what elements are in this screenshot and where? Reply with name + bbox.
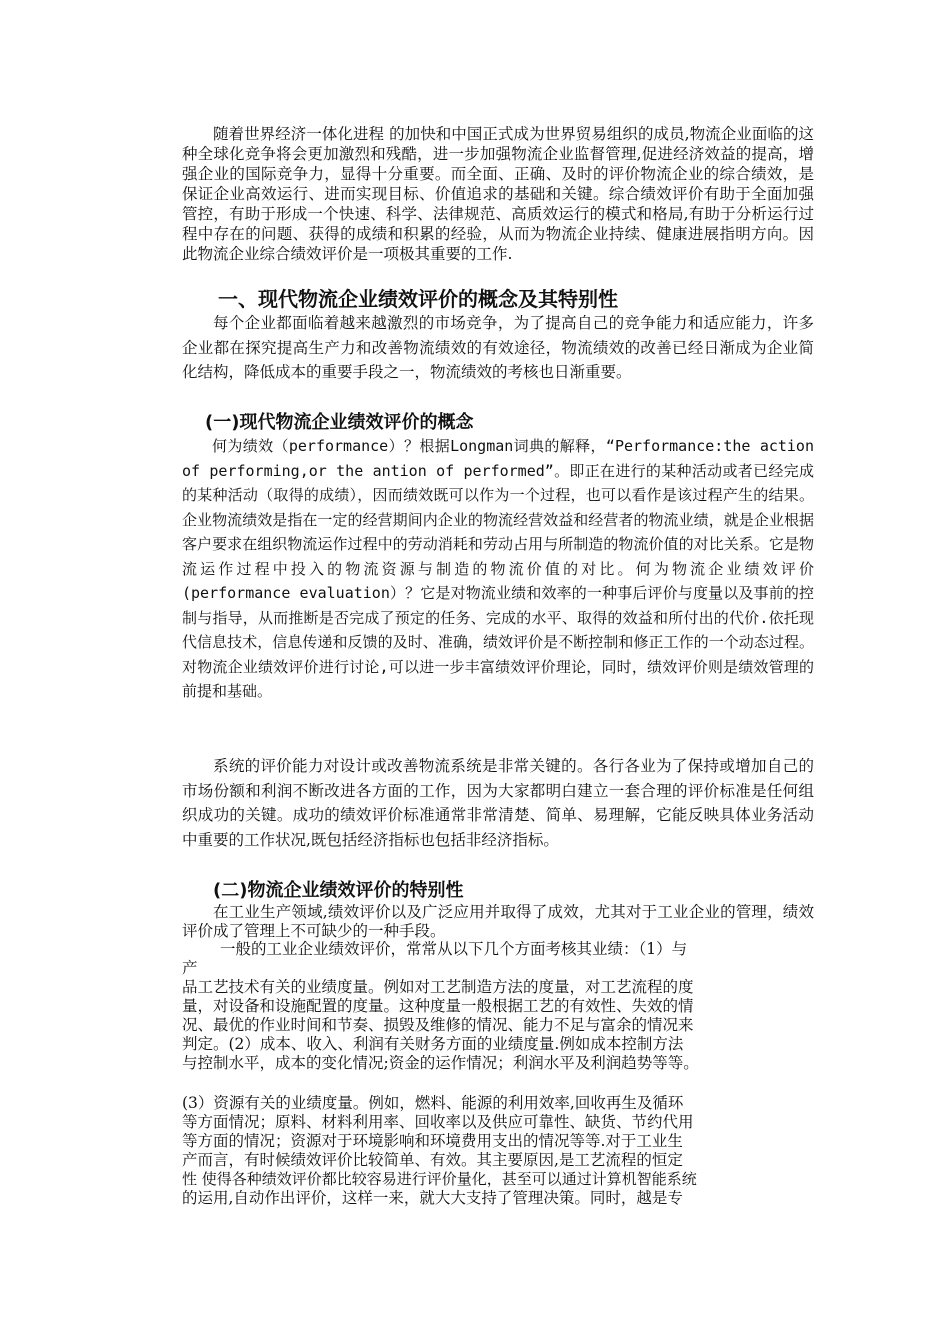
general-line: 产	[182, 959, 198, 977]
subsection-title-special: (二)物流企业绩效评价的特别性	[213, 880, 464, 901]
resource-line: 的运用,自动作出评价，这样一来，就大大支持了管理决策。同时，越是专	[182, 1189, 683, 1207]
industrial-paragraph: 在工业生产领域,绩效评价以及广泛应用并取得了成效，尤其对于工业企业的管理，绩效评价成了管理上不可缺少的一种手段。	[182, 903, 814, 940]
resource-evaluation-block	[182, 1094, 814, 1208]
general-line: 品工艺技术有关的业绩度量。例如对工艺制造方法的度量，对工艺流程的度	[182, 978, 694, 996]
section1-paragraph: 每个企业都面临着越来越激烈的市场竞争，为了提高自己的竞争能力和适应能力，许多企业都在探究提高生产力和改善物流绩效的有效途径，物流绩效的改善已经日渐成为企业简化结构，降低成本的重要手段之一，物流绩效的考核也日渐重要。	[182, 314, 814, 381]
concept-paragraph: 何为绩效（performance）？根据Longman词典的解释，“Performance:the action of performing,or the antion of performed”。即正在进行的某种活动或者已经完成的某种活动（取得的成绩），因而绩效既可以作为一个过程，也可以看作是该过程产生的结果。企业物流绩效是指在一定的经营期间内企业的物流经营效益和经营者的物流业绩，就是企业根据客户要求在组织物流运作过程中的劳动消耗和劳动占用与所制造的物流价值的对比关系。它是物流运作过程中投入的物流资源与制造的物流价值的对比。何为物流企业绩效评价(performance evaluation）？它是对物流业绩和效率的一种事后评价与度量以及事前的控制与指导，从而推断是否完成了预定的任务、完成的水平、取得的效益和所付出的代价.依托现代信息技术，信息传递和反馈的及时、准确，绩效评价是不断控制和修正工作的一个动态过程。对物流企业绩效评价进行讨论,可以进一步丰富绩效评价理论，同时，绩效评价则是绩效管理的前提和基础。	[182, 437, 814, 700]
general-line: 判定。(2）成本、收入、利润有关财务方面的业绩度量.例如成本控制方法	[182, 1035, 684, 1053]
general-line: 与控制水平，成本的变化情况;资金的运作情况；利润水平及利润趋势等等。	[182, 1054, 699, 1072]
resource-line: 产而言，有时候绩效评价比较简单、有效。其主要原因,是工艺流程的恒定	[182, 1151, 683, 1169]
system-paragraph: 系统的评价能力对设计或改善物流系统是非常关键的。各行各业为了保持或增加自己的市场份额和利润不断改进各方面的工作，因为大家都明白建立一套合理的评价标准是任何组织成功的关键。成功的绩效评价标准通常非常清楚、简单、易理解，它能反映具体业务活动中重要的工作状况,既包括经济指标也包括非经济指标。	[182, 757, 814, 849]
resource-line: 等方面的情况；资源对于环境影响和环境费用支出的情况等等.对于工业生	[182, 1132, 683, 1150]
section-title-1: 一、现代物流企业绩效评价的概念及其特别性	[218, 287, 618, 311]
general-line: 量，对设备和设施配置的度量。这种度量一般根据工艺的有效性、失效的情	[182, 997, 694, 1015]
intro-paragraph: 随着世界经济一体化进程 的加快和中国正式成为世界贸易组织的成员,物流企业面临的这种全球化竞争将会更加激烈和残酷，进一步加强物流企业监督管理,促进经济效益的提高，增强企业的国际竞争力，显得十分重要。而全面、正确、及时的评价物流企业的综合绩效，是保证企业高效运行、进而实现目标、价值追求的基础和关键。综合绩效评价有助于全面加强管控，有助于形成一个快速、科学、法律规范、高质效运行的模式和格局,有助于分析运行过程中存在的问题、获得的成绩和积累的经验，从而为物流企业持续、健康进展指明方向。因此物流企业综合绩效评价是一项极其重要的工作.	[182, 125, 814, 263]
general-line: 一般的工业企业绩效评价，常常从以下几个方面考核其业绩：（1）与	[220, 940, 688, 958]
resource-line: (3）资源有关的业绩度量。例如，燃料、能源的利用效率,回收再生及循环	[182, 1094, 684, 1112]
general-evaluation-block	[182, 940, 814, 1073]
subsection-title-concept: (一)现代物流企业绩效评价的概念	[205, 412, 474, 433]
general-line: 况、最优的作业时间和节奏、损毁及维修的情况、能力不足与富余的情况来	[182, 1016, 694, 1034]
resource-line: 性 使得各种绩效评价都比较容易进行评价量化，甚至可以通过计算机智能系统	[182, 1170, 697, 1188]
resource-line: 等方面情况；原料、材料利用率、回收率以及供应可靠性、缺货、节约代用	[182, 1113, 694, 1131]
